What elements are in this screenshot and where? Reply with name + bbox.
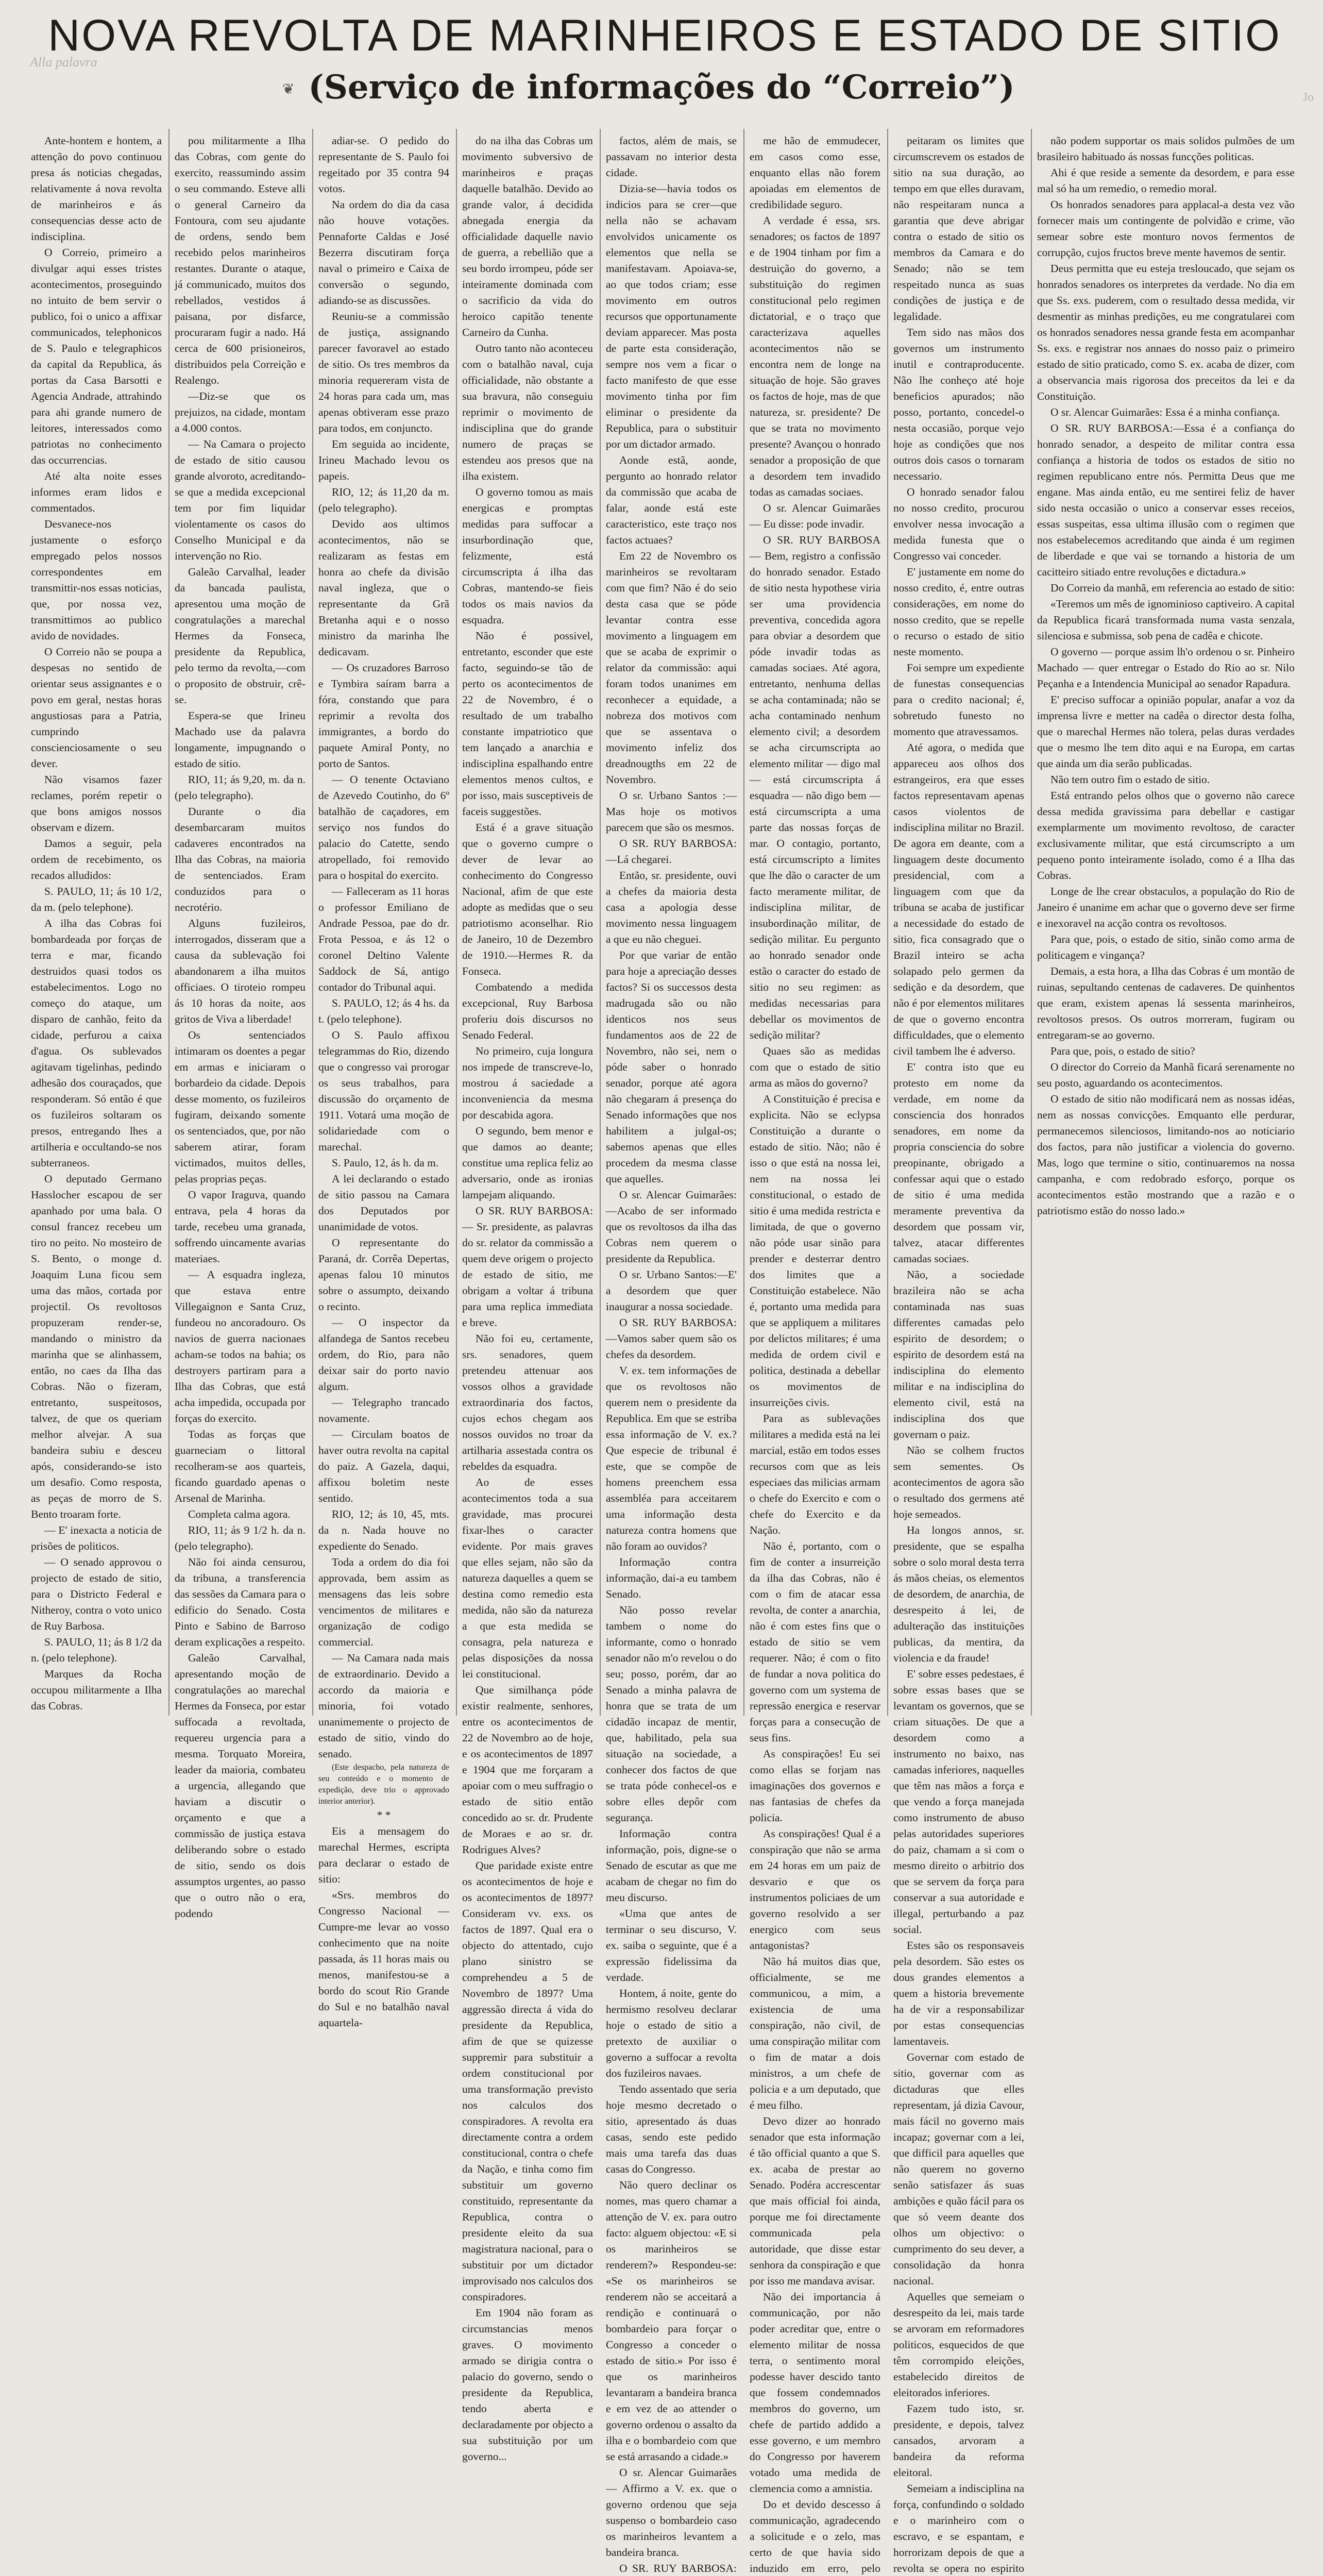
- column-paragraph: O estado de sitio não modificará nem as nossas idéas, nem as nossas convicções. Emquanto elle perdurar, permanecemos silenciosos, limitando-nos ao noticiario dos factos, para não justificar a violencia do governo. Mas, logo que termine o sitio, continuaremos na nossa campanha, e com redobrado esforço, porque os acontecimentos estão mostrando que a razão e o patriotismo estão do nosso lado.»: [1037, 1093, 1295, 1217]
- column-paragraph: E' sobre esses pedestaes, é sobre essas bases que se levantam os governos, que se criam situações. De que a desordem como a instrumento no baixo, nas camadas inferiores, naquelles que têm nas mãos a força e que vendo a força manejada como instrumento de abuso pelas autoridades superiores do paiz, chamam a si com o mesmo direito o arbitrio dos que se servem da força para conservar a sua autoridade e illegal, perturbando a paz social.: [893, 1668, 1024, 1936]
- column-paragraph: — Na Camara o projecto de estado de sitio causou grande alvoroto, acreditando-se que a medida excepcional tem por fim liquidar violentamente os casos do Conselho Municipal e da intervenção no Rio.: [175, 438, 306, 562]
- column-paragraph: O sr. Urbano Santos:—E' a desordem que quer inaugurar a nossa sociedade.: [606, 1268, 737, 1313]
- column-paragraph: Toda a ordem do dia foi approvada, bem assim as mensagens das leis sobre vencimentos de militares e organização de codigo commercial.: [318, 1556, 449, 1648]
- column-paragraph: peitaram os limites que circumscrevem os estados de sitio na sua duração, ao tempo em que elles duravam, não respeitaram nunca a garantia que deve abrigar contra o estado de sitio os membros da Camara e do Senado; não se tem respeitado nunca as suas condições de justiça e de legalidade.: [893, 134, 1024, 323]
- article-column-6: [750, 133, 880, 2574]
- column-paragraph: Que paridade existe entre os acontecimentos de hoje e os acontecimentos de 1897? Consideram vv. exs. os factos de 1897. Qual era o objecto do attentado, cujo plano sinistro se comprehendeu a 5 de Novembro de 1897? Uma aggressão directa á vida do presidente da Republica, afim de que se quizesse suppremir para substituir a ordem constitucional por uma transformação previsto nos calculos dos conspiradores. A revolta era directamente contra a ordem constitucional, contra o chefe da Nação, e tinha como fim substituir um governo constituido, representante da Republica, contra o presidente eleito da sua magistratura nacional, para o substituir por um dictador improvisado nos calculos dos conspiradores.: [462, 1859, 593, 2303]
- column-paragraph: O governo — porque assim lh'o ordenou o sr. Pinheiro Machado — quer entregar o Estado do Rio ao sr. Nilo Peçanha e a Intendencia Municipal ao senador Rapadura.: [1037, 646, 1295, 690]
- column-paragraph: O SR. RUY BARBOSA:: [619, 2562, 737, 2574]
- column-paragraph: Demais, a esta hora, a Ilha das Cobras é um montão de ruinas, sepultando centenas de cadaveres. De quinhentos que eram, existem apenas lá sessenta marinheiros, revoltosos presos. Os outros morreram, fugiram ou entregaram-se ao governo.: [1037, 965, 1295, 1041]
- column-paragraph: RIO, 11; ás 9 1/2 h. da n. (pelo telegrapho).: [175, 1524, 306, 1552]
- column-paragraph: Estes são os responsaveis pela desordem. São estes os dous grandes elementos a quem a historia brevemente ha de vir a responsabilizar por estas consequencias lamentaveis.: [893, 1939, 1024, 2047]
- column-paragraph: Em 22 de Novembro os marinheiros se revoltaram com que fim? Não é do seio desta casa que se póde levantar contra esse movimento a linguagem em que se acaba de exprimir o relator da commissão: aqui foram todos unanimes em reconhecer a equidade, a nobreza dos motivos com que se assentava o movimento infeliz dos dreadnougths em 22 de Novembro.: [606, 550, 737, 786]
- column-paragraph: Foi sempre um expediente de funestas consequencias para o credito nacional; é, sobretudo funesto no momento que atravessamos.: [893, 662, 1024, 738]
- column-paragraph: «Uma que antes de terminar o seu discurso, V. ex. saiba o seguinte, que é a expressão fidelissima da verdade.: [606, 1907, 737, 1984]
- column-paragraph: — Circulam boatos de haver outra revolta na capital do paiz. A Gazela, daqui, affixou boletim neste sentido.: [318, 1428, 449, 1504]
- column-paragraph: Ante-hontem e hontem, a attenção do povo continuou presa ás noticias chegadas, relativamente á nova revolta de marinheiros e ás consequencias desse acto de indisciplina.: [31, 134, 162, 243]
- column-paragraph: No primeiro, cuja longura nos impede de transcreve-lo, mostrou á saciedade a inconveniencia da mesma por descabida agora.: [462, 1045, 593, 1121]
- column-paragraph: A ilha das Cobras foi bombardeada por forças de terra e mar, ficando destruidos quasi todos os estabelecimentos. Logo no começo do ataque, um disparo de canhão, feito da cidade, perfurou a caixa d'agua. Os sublevados agitavam tigelinhas, pedindo adhesão dos couraçados, que responderam. Só então é que os fuzileiros soltaram os presos, entregando lhes a artilheria e occultando-se nos subterraneos.: [31, 917, 162, 1169]
- page-headline: NOVA REVOLTA DE MARINHEIROS E ESTADO DE SITIO: [48, 11, 1281, 60]
- column-paragraph: — E' inexacta a noticia de prisões de politicos.: [31, 1524, 162, 1552]
- column-paragraph: A Constituição é precisa e explicita. Não se eclypsa Constituição a durante o estado de sitio. Não; não é isso o que está na nossa lei, nem na nossa lei constitucional, o estado de sitio é uma medida restricta e limitada, de que o governo não póde usar sinão para prender e desterrar dentro dos limites que a Constituição estabelece. Não é, portanto uma medida para que se appliquem a militares por delictos militares; é uma medida de ordem civil e politica, destinada a debellar os movimentos de insurreições civis.: [750, 1093, 880, 1409]
- column-paragraph: O sr. Alencar Guimarães — Affirmo a V. ex. que o governo ordenou que seja suspenso o bombardeio caso os marinheiros levantem a bandeira branca.: [606, 2466, 737, 2558]
- column-paragraph: Devido aos ultimos acontecimentos, não se realizaram as festas em honra ao chefe da divisão naval ingleza, que o representante da Grã Bretanha aqui e o nosso ministro da marinha lhe dedicavam.: [318, 518, 449, 658]
- column-paragraph: Fazem tudo isto, sr. presidente, e depois, talvez cansados, arvoram a bandeira da reforma eleitoral.: [893, 2402, 1024, 2479]
- page-subheadline: (Serviço de informações do “Correio”): [308, 68, 1015, 107]
- column-paragraph: O sr. Alencar Guimarães:—Acabo de ser informado que os revoltosos da ilha das Cobras nem querem o presidente da Republica.: [606, 1189, 737, 1265]
- column-paragraph: O SR. RUY BARBOSA:—Vamos saber quem são os chefes da desordem.: [606, 1316, 737, 1361]
- column-rule: [312, 129, 313, 1716]
- column-paragraph: S. Paulo, 12, ás h. da m.: [332, 1157, 439, 1169]
- column-paragraph: Outro tanto não aconteceu com o batalhão naval, cuja officialidade, não obstante a sua bravura, não conseguiu reprimir o movimento de indisciplina que do grande numero de praças se estendeu aos presos que na ilha existem.: [462, 342, 593, 482]
- column-paragraph: O governo tomou as mais energicas e promptas medidas para suffocar a insurbordinação que, felizmente, está circumscripta á ilha das Cobras, mantendo-se fieis todos os mais navios da esquadra.: [462, 486, 593, 626]
- column-paragraph: S. PAULO, 12; ás 4 hs. da t. (pelo telephone).: [318, 997, 449, 1025]
- column-paragraph: V. ex. tem informações de que os revoltosos não querem nem o presidente da Republica. Em que se estriba essa informação de V. ex.? Que especie de tribunal é este, que se compõe de homens preenchem essa assembléa para acceitarem uma informação desta natureza contra homens que não foram ao ouvidos?: [606, 1364, 737, 1552]
- column-paragraph: Ha longos annos, sr. presidente, que se espalha sobre o solo moral desta terra ás mãos cheias, os elementos de desordem, de anarchia, de desrespeito á lei, de adulteração das instituições publicas, da mentira, da violencia e da fraude!: [893, 1524, 1024, 1664]
- column-paragraph: Está entrando pelos olhos que o governo não carece dessa medida gravissima para debellar e castigar exemplarmente um movimento revoltoso, de caracter exclusivamente militar, que está circumscripto a um pequeno ponto inteiramente isolado, como é a Ilha das Cobras.: [1037, 789, 1295, 882]
- column-paragraph: factos, além de mais, se passavam no interior desta cidade.: [606, 134, 737, 179]
- column-paragraph: Não há muitos dias que, officialmente, se me communicou, a mim, a existencia de uma conspiração, não civil, de uma conspiração militar com o fim de matar a dois ministros, a um chefe de policia e a um deputado, que é meu filho.: [750, 1955, 880, 2111]
- column-paragraph: Não tem outro fim o estado de sitio.: [1050, 773, 1210, 786]
- column-paragraph: O SR. RUY BARBOSA:—Essa é a confiança do honrado senador, a despeito de militar contra essa confiança a historia de todos os estados de sitio no regimen republicano entre nós. Permitta Deus que me engane. Mas ainda então, eu me sentirei feliz de haver sido nesta occasião o unico a conservar esses receios, essas suspeitas, essa ultima illusão com o regimen que nos estabelecemos acreditando que ainda é um regimen de liberdade e que vai se tornando a historia de um cacitteiro sitiado entre revoluções e dictadura.»: [1037, 422, 1295, 578]
- column-paragraph: Tendo assentado que seria hoje mesmo decretado o sitio, apresentado ás duas casas, sendo este pedido mais uma tarefa das duas casas do Congresso.: [606, 2083, 737, 2175]
- column-paragraph: — A esquadra ingleza, que estava entre Villegaignon e Santa Cruz, fundeou no ancoradouro. Os navios de guerra nacionaes acham-se todos na bahia; os destroyers partiram para a Ilha das Cobras, que está acha impedida, occupada por forças do exercito.: [175, 1268, 306, 1425]
- column-paragraph: O sr. Alencar Guimarães: Essa é a minha confiança.: [1050, 406, 1280, 418]
- column-paragraph: Em 1904 não foram as circumstancias menos graves. O movimento armado se dirigia contra o palacio do governo, sendo o presidente da Republica, tendo aberta e declaradamente por objecto a sua substituição por um governo...: [462, 2307, 593, 2463]
- column-paragraph: — O senado approvou o projecto de estado de sitio, para o Districto Federal e Nitheroy, contra o voto unico de Ruy Barbosa.: [31, 1556, 162, 1632]
- column-rule: [743, 129, 744, 1716]
- column-paragraph: do na ilha das Cobras um movimento subversivo de marinheiros e praças daquelle batalhão. Devido ao grande valor, á decidida abnegada energia da officialidade daquelle navio de guerra, a rebellião que a seu bordo irrompeu, póde ser inteiramente dominada com o sacrificio da vida do heroico capitão tenente Carneiro da Cunha.: [462, 134, 593, 338]
- column-paragraph: A verdade é essa, srs. senadores; os factos de 1897 e de 1904 tinham por fim a destruição do governo, a substituição do regimen constitucional pelo regimen dictatorial, e o traço que caracterizava aquelles acontecimentos não se encontra nem de longe na situação de hoje. São graves os factos de hoje, mas de que natureza, sr. presidente? De que se trata no movimento presente? Avançou o honrado senador a proposição de que a desordem tem invadido todas as camadas sociaes.: [750, 214, 880, 498]
- article-column-8: [1037, 133, 1295, 1720]
- column-rule: [887, 129, 888, 1716]
- column-paragraph: E' preciso suffocar a opinião popular, anafar a voz da imprensa livre e metter na cadêa o director desta folha, que o marechal Hermes não tolera, pelas duras verdades que o mesmo lhe tem dito aqui e na Europa, em cartas que ainda um dia serão publicadas.: [1037, 693, 1295, 770]
- column-paragraph: Não se colhem fructos sem sementes. Os acontecimentos de agora são o resultado dos germens até hoje semeados.: [893, 1444, 1024, 1520]
- column-paragraph: Do et devido descesso á communicação, agradecendo a solicitude e o zelo, mas certo de que havia sido induzido em erro, pelo: [750, 2498, 880, 2574]
- column-paragraph: — Telegrapho trancado novamente.: [318, 1396, 449, 1425]
- column-paragraph: O segundo, bem menor e que damos ao deante; constitue uma replica feliz ao adversario, onde as ironias lampejam aliquando.: [462, 1125, 593, 1201]
- column-paragraph: A lei declarando o estado de sitio passou na Camara dos Deputados por unanimidade de votos.: [318, 1173, 449, 1233]
- column-paragraph: adiar-se. O pedido do representante de S. Paulo foi regeitado por 35 contra 94 votos.: [318, 134, 449, 195]
- bleed-through-text-right: Jo: [1302, 91, 1314, 104]
- column-paragraph: O representante do Paraná, dr. Corrêa Depertas, apenas falou 10 minutos sobre o assumpto, deixando o recinto.: [318, 1236, 449, 1313]
- column-paragraph: Alguns fuzileiros, interrogados, disseram que a causa da sublevação foi abandonarem a ilha muitos officiaes. O tiroteio rompeu ás 10 horas da noite, aos gritos de Viva a liberdade!: [175, 917, 306, 1025]
- column-paragraph: Dizia-se—havia todos os indicios para se crer—que nella não se achavam envolvidos unicamente os elementos que nella se manifestavam. Apoiava-se, ao que todos criam; esse movimento em outros recursos que opportunamente deviam apparecer. Mas posta de parte esta consideração, sempre nos vem a ficar o facto manifesto de que esse movimento tinha por fim eliminar o presidente da Republica, para o substituir por um dictador armado.: [606, 182, 737, 450]
- column-paragraph: Não posso revelar tambem o nome do informante, como o honrado senador não m'o revelou o do seu; posso, porém, dar ao Senado a minha palavra de honra que se trata de um cidadão incapaz de mentir, que, habilitado, pela sua situação na sociedade, a conhecer dos factos de que se trata póde conhecel-os e sobre elles depôr com segurança.: [606, 1604, 737, 1824]
- column-paragraph: Não foi eu, certamente, srs. senadores, quem pretendeu attenuar aos vossos olhos a gravidade extraordinaria dos factos, cujos echos chegam aos nossos ouvidos no troar da artilharia assestada contra os rebeldes da esquadra.: [462, 1332, 593, 1472]
- column-paragraph: O honrado senador falou no nosso credito, procurou envolver nessa invocação a medida funesta que o Congresso vai conceder.: [893, 486, 1024, 562]
- column-paragraph: Ao de esses acontecimentos toda a sua gravidade, mas procurei fixar-lhes o caracter evidente. Por mais graves que elles sejam, não são da natureza daquelles a quem se destina como remedio esta medida, não são da natureza a que esta medida se consagra, pela natureza e pelas disposições da nossa lei constitucional.: [462, 1476, 593, 1680]
- column-paragraph: Do Correio da manhã, em referencia ao estado de sitio:: [1050, 582, 1295, 594]
- column-paragraph: Ahi é que reside a semente da desordem, e para esse mal só ha um remedio, o remedio moral.: [1037, 166, 1295, 195]
- column-paragraph: não podem supportar os mais solidos pulmões de um brasileiro habituado ás nossas funcções politicas.: [1037, 134, 1295, 163]
- column-paragraph: S. PAULO, 11; ás 10 1/2, da m. (pelo telephone).: [31, 885, 162, 913]
- column-rule: [456, 129, 457, 1716]
- column-paragraph: Eis a mensagem do marechal Hermes, escripta para declarar o estado de sitio:: [318, 1825, 449, 1885]
- column-paragraph: RIO, 12; ás 10, 45, mts. da n. Nada houve no expediente do Senado.: [318, 1508, 449, 1552]
- column-paragraph: Até agora, o medida que appareceu aos olhos dos estrangeiros, era que esses factos representavam apenas casos violentos de indisciplina militar no Brazil. De agora em deante, com a linguagem deste documento presidencial, com a linguagem com que da tribuna se acaba de justificar a necessidade do estado de sitio, fica consagrado que o Brazil inteiro se acha solapado pelo germen da sedição e da desordem, que não é por elementos militares de que o governo encontra difficuldades, que o elemento civil tambem lhe é adverso.: [893, 741, 1024, 1057]
- column-paragraph: Todas as forças que guarneciam o littoral recolheram-se aos quarteis, ficando guardado apenas o Arsenal de Marinha.: [175, 1428, 306, 1504]
- column-paragraph: (Este despacho, pela natureza de seu conteúdo e o momento de expedição, deve trio o approvado interior anterior).: [318, 1763, 449, 1806]
- column-paragraph: Tem sido nas mãos dos governos um instrumento inutil e contraproducente. Não lhe conheço até hoje beneficios apurados; não posso, portanto, concedel-o nesta occasião, porque vejo hoje as condições que nos outros dois casos o tornaram necessario.: [893, 326, 1024, 482]
- column-paragraph: O SR. RUY BARBOSA:—Lá chegarei.: [606, 837, 737, 866]
- column-paragraph: Para as sublevações militares a medida está na lei marcial, estão em todos esses recursos com que as leis especiaes das milicias armam o chefe do Exercito e com o chefe do Exercito e da Nação.: [750, 1412, 880, 1536]
- column-paragraph: Em seguida ao incidente, Irineu Machado levou os papeis.: [318, 438, 449, 482]
- article-column-3: [318, 133, 449, 2029]
- column-paragraph: O Correio não se poupa a despesas no sentido de orientar seus assignantes e o povo em geral, nestas horas angustiosas para a Patria, cumprindo conscienciosamente o seu dever.: [31, 646, 162, 770]
- column-paragraph: RIO, 12; ás 11,20 da m. (pelo telegrapho).: [318, 486, 449, 514]
- column-paragraph: RIO, 11; ás 9,20, m. da n. (pelo telegrapho).: [175, 773, 306, 802]
- column-paragraph: Governar com estado de sitio, governar com as dictaduras que elles representam, já dizia Cavour, mais fácil no governo mais incapaz; governar com a lei, que difficil para aquelles que não querem no governo senão satisfazer ás suas ambições e quão fácil para os que só veem deante dos olhos um objectivo: o cumprimento do seu dever, a consolidação da honra nacional.: [893, 2051, 1024, 2287]
- column-paragraph: Combatendo a medida excepcional, Ruy Barbosa proferiu dois discursos no Senado Federal.: [462, 981, 593, 1041]
- column-paragraph: Informação contra informação, dai-a eu tambem Senado.: [606, 1556, 737, 1600]
- column-paragraph: Não é possivel, entretanto, esconder que este facto, seguindo-se tão de perto os acontecimentos de 22 de Novembro, é o resultado de um trabalho constante impatriotico que tem lançado a anarchia e indisciplina espalhando entre elementos menos cultos, e por isso, mais susceptiveis de faceis suggestões.: [462, 630, 593, 818]
- column-paragraph: — O inspector da alfandega de Santos recebeu ordem, do Rio, para não deixar sair do porto navio algum.: [318, 1316, 449, 1393]
- article-column-1: [31, 133, 162, 1720]
- ornament-icon: ❦: [282, 81, 295, 97]
- column-paragraph: Aonde estã, aonde, pergunto ao honrado relator da commissão que acaba de falar, aonde está este caracteristico, este traço nos factos actuaes?: [606, 454, 737, 546]
- column-paragraph: Hontem, á noite, gente do hermismo resolveu declarar hoje o estado de sitio a pretexto de auxiliar o governo a suffocar a revolta dos fuzileiros navaes.: [606, 1987, 737, 2079]
- column-paragraph: Reuniu-se a commissão de justiça, assignando parecer favoravel ao estado de sitio. Os tres membros da minoria requereram vista de 24 horas para cada um, mas apenas obtiveram esse prazo para todos, em conjuncto.: [318, 310, 449, 434]
- column-paragraph: — Na Camara nada mais de extraordinario. Devido a accordo da maioria e minoria, foi votado unanimemente o projecto de estado de sitio, vindo do senado.: [318, 1652, 449, 1760]
- column-paragraph: O sr. Alencar Guimarães — Eu disse: pode invadir.: [750, 502, 880, 530]
- column-paragraph: O deputado Germano Hasslocher escapou de ser apanhado por uma bala. O consul francez recebeu um tiro no peito. No mosteiro de S. Bento, o monge d. Joaquim Luna ficou sem uma das mãos, cortada por projectil. Os revoltosos propuzeram render-se, mandando o ministro da marinha que se alinhassem, então, no caes da Ilha das Cobras. Não o fizeram, entretanto, suspeitosos, talvez, de que os queriam melhor alvejar. A sua bandeira subiu e desceu após, considerando-se isto um desafio. Como resposta, as peças de morro de S. Bento troaram forte.: [31, 1173, 162, 1520]
- column-paragraph: Quaes são as medidas com que o estado de sitio arma as mãos do governo?: [750, 1045, 880, 1089]
- column-paragraph: Aquelles que semeiam o desrespeito da lei, mais tarde se arvoram em reformadores politicos, esquecidos de que têm corrompido eleições, estabelecido direitos de eleitorados inferiores.: [893, 2291, 1024, 2399]
- column-rule: [600, 129, 601, 1716]
- column-paragraph: Até alta noite esses informes eram lidos e commentados.: [31, 470, 162, 514]
- column-paragraph: Devo dizer ao honrado senador que esta informação é tão official quanto a que S. ex. acaba de prestar ao Senado. Podéra accrescentar que mais official foi ainda, porque me foi directamente communicada pela autoridade, que disse estar senhora da conspiração e que por isso me mandava avisar.: [750, 2115, 880, 2287]
- column-paragraph: Durante o dia desembarcaram muitos cadaveres encontrados na Ilha das Cobras, na maioria de sentenciados. Eram conduzidos para o necrotério.: [175, 805, 306, 913]
- column-paragraph: * *: [377, 1809, 391, 1821]
- column-paragraph: Então, sr. presidente, ouvi a chefes da maioria desta casa a apologia desse movimento nessa linguagem a que eu não cheguei.: [606, 869, 737, 945]
- column-paragraph: Completa calma agora.: [188, 1508, 291, 1520]
- column-paragraph: As conspirações! Eu sei como ellas se forjam nas imaginações dos governos e nas fantasias de chefes da policia.: [750, 1748, 880, 1824]
- column-paragraph: O Correio, primeiro a divulgar aqui esses tristes acontecimentos, proseguindo no intuito de bem servir o publico, foi o unico a affixar communicados, telephonicos de S. Paulo e telegraphicos da capital da Republica, ás portas da Casa Barsotti e Agencia Andrade, attrahindo para ahi grande numero de leitores, interessados como patriotas no conhecimento das occurrencias.: [31, 246, 162, 466]
- column-paragraph: me hão de emmudecer, em casos como esse, enquanto ellas não forem apoiadas em elementos de credibilidade seguro.: [750, 134, 880, 211]
- column-paragraph: — O tenente Octaviano de Azevedo Coutinho, do 6º batalhão de caçadores, em serviço nos fundos do palacio do Catette, sendo atropellado, foi removido para o hospital do exercito.: [318, 773, 449, 882]
- column-paragraph: Na ordem do dia da casa não houve votações. Pennaforte Caldas e José Bezerra discutiram força naval o primeiro e Caixa de conversão o segundo, adiando-se as discussões.: [318, 198, 449, 307]
- column-paragraph: Galeão Carvalhal, apresentando moção de congratulações ao marechal Hermes da Fonseca, por estar suffocada a revoltada, requereu urgencia para a mesma. Torquato Moreira, leader da maioria, combateu a urgencia, allegando que haviam a discutir o orçamento e que a commissão de justiça estava deliberando sobre o estado de sitio, sendo os dois assumptos urgentes, ao passo que o outro não o era, podendo: [175, 1652, 306, 1920]
- column-paragraph: Semeiam a indisciplina na força, confundindo o soldado e o marinheiro com o escravo, e se espantam, e horrorizam depois de que a revolta se opera no espirito: [893, 2482, 1024, 2574]
- column-paragraph: Que similhança póde existir realmente, senhores, entre os acontecimentos de 22 de Novembro ao de hoje, e os acontecimentos de 1897 e 1904 que me forçaram a apoiar com o meu suffragio o estado de sitio então concedido ao sr. dr. Prudente de Moraes e ao sr. dr. Rodrigues Alves?: [462, 1684, 593, 1856]
- article-column-2: [175, 133, 306, 1920]
- column-paragraph: — Os cruzadores Barroso e Tymbira saíram barra a fóra, constando que para reprimir a revolta dos immigrantes, a bordo do paquete Amiral Ponty, no porto de Santos.: [318, 662, 449, 770]
- column-paragraph: Por que variar de então para hoje a apreciação desses factos? Si os successos desta madrugada são ou não identicos nos seus fundamentos aos de 22 de Novembro, não sei, nem o póde saber o honrado senador, porque até agora não chegaram á presença do Senado informações que nos habilitem a julgal-os; sabemos apenas que elles procedem da mesma classe que aquelles.: [606, 949, 737, 1185]
- column-paragraph: E' justamente em nome do nosso credito, é, entre outras considerações, em nome do nosso credito, que se repelle o recurso o estado de sitio neste momento.: [893, 566, 1024, 658]
- column-paragraph: Os honrados senadores para applacal-a desta vez vão fornecer mais um contingente de polvidão e crime, vão semear sobre este monturo novos fermentos de corrupção, cujos fructos breve mente havemos de sentir.: [1037, 198, 1295, 259]
- column-paragraph: Não foi ainda censurou, da tribuna, a transferencia das sessões da Camara para o edificio do Senado. Costa Pinto e Sabino de Barroso deram explicações a respeito.: [175, 1556, 306, 1648]
- column-paragraph: Marques da Rocha occupou militarmente a Ilha das Cobras.: [31, 1668, 162, 1712]
- column-rule: [168, 129, 169, 1716]
- column-paragraph: Espera-se que Irineu Machado use da palavra longamente, impugnando o estado de sitio.: [175, 709, 306, 770]
- bleed-through-text: Alla palavra: [30, 55, 97, 70]
- column-paragraph: Não visamos fazer reclames, porém repetir o que bons amigos nossos observam e dizem.: [31, 773, 162, 834]
- column-paragraph: pou militarmente a Ilha das Cobras, com gente do exercito, reassumindo assim o seu commando. Esteve alli o general Carneiro da Fontoura, com seu ajudante de ordens, sendo bem recebido pelos marinheiros restantes. Durante o ataque, já communicado, muitos dos rebellados, vestidos á paisana, por disfarce, procuraram fugir a nado. Há cerca de 600 prisioneiros, distribuidos pela Correição e Realengo.: [175, 134, 306, 386]
- column-paragraph: O director do Correio da Manhã ficará serenamente no seu posto, aguardando os acontecimentos.: [1037, 1061, 1295, 1089]
- column-paragraph: Longe de lhe crear obstaculos, a população do Rio de Janeiro é unanime em achar que o governo deve ser firme e inexoravel na acção contra os revoltosos.: [1037, 885, 1295, 929]
- column-paragraph: Informação contra informação, pois, digne-se o Senado de escutar as que me acabam de chegar no fim do meu discurso.: [606, 1827, 737, 1904]
- column-paragraph: Está é a grave situação que o governo cumpre o dever de levar ao conhecimento do Congresso Nacional, afim de que este adopte as medidas que o seu patriotismo aconselhar. Rio de Janeiro, 10 de Dezembro de 1910.—Hermes R. da Fonseca.: [462, 821, 593, 977]
- column-paragraph: O SR. RUY BARBOSA — Bem, registro a confissão do honrado senador. Estado de sitio nesta hypothese viria ser uma providencia preventiva, concedida agora para obviar a desordem que póde invadir todas as camadas sociaes. Até agora, entretanto, nenhuma dellas se acha contaminada; não se acha contaminado nenhum elemento civil; a desordem se acha circumscripta ao elemento militar — digo mal — está circumscripta á esquadra — não digo bem — está circumscripta a uma parte das nossas forças de mar. O contagio, portanto, está circumscripto a limites que lhe dão o caracter de um facto meramente militar, de indisciplina militar, de insubordinação militar, de sedição militar. Eu pergunto ao honrado senador onde estão o caracter do estado de sitio no seu regimen: as medidas necessarias para debellar os movimentos de sedição militar?: [750, 534, 880, 1041]
- column-paragraph: Não dei importancia á communicação, por não poder acreditar que, entre o elemento militar de nossa terra, o sentimento moral podesse haver descido tanto que fossem condemnados membros do governo, um chefe de partido addido a esse governo, e um membro do Congresso por haverem votado uma medida de clemencia como a amnistia.: [750, 2291, 880, 2495]
- column-paragraph: Desvanece-nos justamente o esforço empregado pelos nossos correspondentes em transmittir-nos essas noticias, que, por nossa vez, transmittimos ao publico avido de novidades.: [31, 518, 162, 642]
- column-paragraph: Não é, portanto, com o fim de conter a insurreição da ilha das Cobras, não é com o fim de atacar essa revolta, de conter a anarchia, não é com estes fins que o estado de sitio se vem requerer. Não; é com o fito de fundar a nova politica do governo com um systema de repressão energica e reservar forças para a consecução de seus fins.: [750, 1540, 880, 1744]
- article-column-7: [893, 133, 1024, 2574]
- column-paragraph: O SR. RUY BARBOSA: — Sr. presidente, as palavras do sr. relator da commissão a quem deve origem o projecto de estado de sitio, me obrigam a voltar á tribuna para uma replica immediata e breve.: [462, 1205, 593, 1329]
- column-paragraph: As conspirações! Qual é a conspiração que não se arma em 24 horas em um paiz de desvario e que os instrumentos policiaes de um governo resolvido a ser energico com seus antagonistas?: [750, 1827, 880, 1952]
- column-paragraph: Para que, pois, o estado de sitio?: [1050, 1045, 1195, 1057]
- column-paragraph: Os sentenciados intimaram os doentes a pegar em armas e iniciaram o borbardeio da cidade. Depois desse momento, os fuzileiros fugiram, deixando somente os sentenciados, que, por não saberem atirar, foram victimados, muitos delles, pelas proprias peças.: [175, 1029, 306, 1185]
- column-paragraph: Damos a seguir, pela ordem de recebimento, os recados alludidos:: [31, 837, 162, 882]
- column-paragraph: Para que, pois, o estado de sitio, sinão como arma de politicagem e vingança?: [1037, 933, 1295, 961]
- column-paragraph: «Teremos um mês de ignominioso captiveiro. A capital da Republica ficará transformada numa vasta senzala, silenciosa e submissa, sob pena de cadêa e chicote.: [1037, 598, 1295, 642]
- column-paragraph: «Srs. membros do Congresso Nacional — Cumpre-me levar ao vosso conhecimento que na noite passada, ás 11 horas mais ou menos, manifestou-se a bordo do scout Rio Grande do Sul e no batalhão naval aquartela-: [318, 1889, 449, 2029]
- column-paragraph: O sr. Urbano Santos :—Mas hoje os motivos parecem que são os mesmos.: [606, 789, 737, 834]
- column-paragraph: O S. Paulo affixou telegrammas do Rio, dizendo que o congresso vai prorogar os seus trabalhos, para discussão do orçamento de 1911. Votará uma moção de solidariedade com o marechal.: [318, 1029, 449, 1153]
- column-paragraph: Não, a sociedade brazileira não se acha contaminada nas suas differentes camadas pelo espirito de desordem; o espirito de desordem está na indisciplina do elemento militar e na indisciplina do elemento civil, está na indisciplina dos que governam o paiz.: [893, 1268, 1024, 1440]
- column-paragraph: —Diz-se que os prejuizos, na cidade, montam a 4.000 contos.: [175, 390, 306, 434]
- column-paragraph: Não quero declinar os nomes, mas quero chamar a attenção de V. ex. para outro facto: alguem objectou: «E si os marinheiros se renderem?» Respondeu-se: «Se os marinheiros se renderem não se acceitará a rendição e continuará o bombardeio para forçar o Congresso a conceder o estado de sitio.» Por isso é que os marinheiros levantaram a bandeira branca e em vez de ao attender o governo ordenou o assalto da ilha e o bombardeio com que se está arrasando a cidade.»: [606, 2179, 737, 2463]
- column-paragraph: Galeão Carvalhal, leader da bancada paulista, apresentou uma moção de congratulações a marechal Hermes da Fonseca, presidente da Republica, pelo termo da revolta,—com o proposito de obstruir, crê-se.: [175, 566, 306, 706]
- column-paragraph: — Falleceram as 11 horas o professor Emiliano de Andrade Pessoa, pae do dr. Frota Pessoa, e ás 12 o coronel Deltino Valente Saddock de Sá, antigo contador do Tribunal aqui.: [318, 885, 449, 993]
- column-paragraph: O vapor Iraguva, quando entrava, pela 4 horas da tarde, recebeu uma granada, soffrendo uincamente avarias materiaes.: [175, 1189, 306, 1265]
- article-column-5: [606, 133, 737, 2574]
- column-paragraph: Deus permitta que eu esteja tresloucado, que sejam os honrados senadores os interpretes da verdade. No dia em que Ss. exs. puderem, com o resultado dessa medida, vir desmentir as minhas predições, eu me congratularei com os honrados senadores nessa grande festa em acompanhar Ss. exs. e registrar nos annaes do nosso paiz o primeiro estado de sitio praticado, como S. ex. acaba de dizer, com a observancia mais rigorosa dos preceitos da lei e da Constituição.: [1037, 262, 1295, 402]
- column-paragraph: E' contra isto que eu protesto em nome da verdade, em nome da consciencia dos honrados senadores, em nome da propria consciencia do sobre preopinante, obrigado a confessar aqui que o estado de sitio é uma medida meramente preventiva da desordem que possam vir, talvez, atacar differentes camadas sociaes.: [893, 1061, 1024, 1265]
- column-rule: [1031, 129, 1032, 1716]
- column-paragraph: S. PAULO, 11; ás 8 1/2 da n. (pelo telephone).: [31, 1636, 162, 1664]
- article-column-4: [462, 133, 593, 2463]
